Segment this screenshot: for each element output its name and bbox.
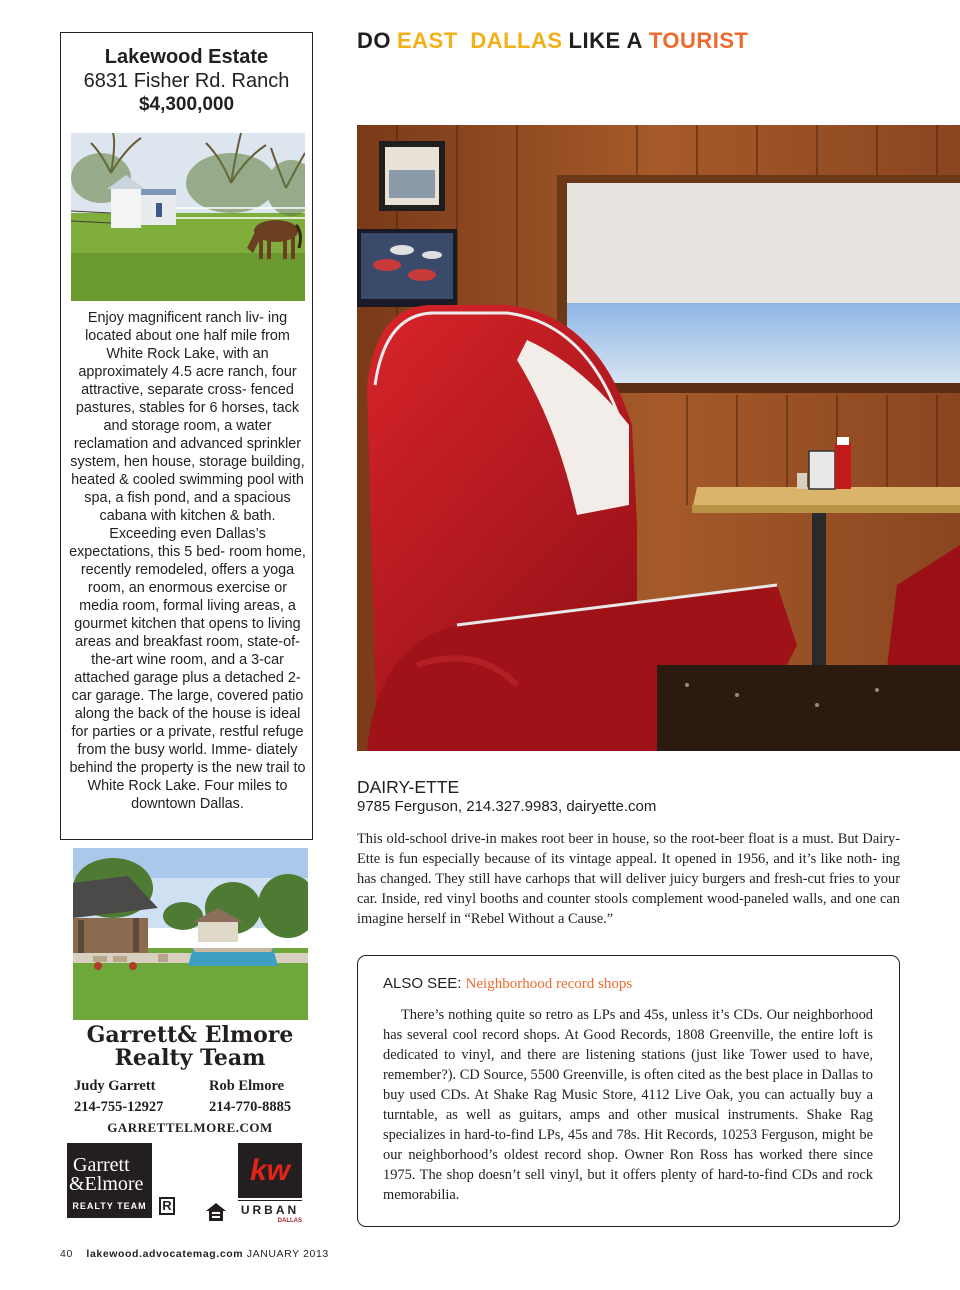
kw-logo: kw [238, 1143, 302, 1198]
also-see-topic: Neighborhood record shops [465, 976, 633, 992]
also-see-box [357, 955, 900, 1227]
headline-word: DO [357, 28, 391, 53]
diner-booth-photo [357, 125, 960, 751]
ad-description: Enjoy magnificent ranch liv- ing located about one half mile from White Rock Lake, with an approximately 4.5 acre ranch, four attractive, separate cross- fenced pastures, stables for 6 horses, tack and storage room, a water reclamation and advanced sprinkler system, hen house, storage building, heated & cooled swimming pool with spa, a fish pond, and a spacious cabana with kitchen & bath. Exceeding even Dallas’s expectations, this 5 bed- room home, recently remodeled, offers a yoga room, an enormous exercise or media room, formal living areas, a gourmet kitchen that opens to living areas and breakfast room, state-of-the-art wine room, and a 3-car attached garage plus a detached 2-car garage. The large, covered patio along the back of the house is ideal for parties or a private, restful refuge from the busy world. Imme- diately behind the property is the new trail to White Rock Lake. Four miles to downtown Dallas. [69, 310, 306, 812]
kw-dallas-label: DALLAS [277, 1218, 302, 1224]
logo-line1: Garrett [73, 1154, 130, 1176]
agent-phone: 214-755-12927 [74, 1099, 164, 1115]
headline-word-dallas: DALLAS [470, 28, 563, 53]
logo-line3: REALTY TEAM [72, 1201, 147, 1211]
realty-name-line2: Realty Team [114, 1045, 266, 1071]
realty-website: GARRETTELMORE.COM [107, 1120, 273, 1135]
equal-housing-icon [205, 1202, 227, 1222]
also-see-label: ALSO SEE: [383, 975, 462, 992]
property-ad [60, 32, 313, 840]
realty-name-line1: Garrett& Elmore [86, 1022, 294, 1048]
ranch-horse-photo [71, 133, 305, 301]
kw-urban-label: URBAN [240, 1203, 300, 1217]
article-body: This old-school drive-in makes root beer in house, so the root-beer float is a must. But Dairy-Ette is fun especially because of its vintage appeal. It opened in 1956, and it’s like noth- ing has changed. They still have carhops that will deliver juicy burgers and fresh-cut fries to your car. Inside, red vinyl booths and counter stools complement wood-paneled walls, and one can imagine herself in “Rebel Without a Cause.” [357, 831, 900, 927]
footer-site: lakewood.advocatemag.com [86, 1248, 244, 1260]
ad-address: 6831 Fisher Rd. Ranch [83, 70, 290, 92]
page-headline [357, 28, 748, 54]
garrett-elmore-logo [67, 1143, 152, 1218]
headline-word: LIKE A [568, 28, 643, 53]
logo-line2: &Elmore [69, 1173, 144, 1195]
page-footer [60, 1248, 329, 1260]
ad-price: $4,300,000 [138, 94, 235, 115]
realtor-icon: R [159, 1197, 175, 1215]
ad-header [61, 45, 312, 117]
agent-phone: 214-770-8885 [209, 1099, 292, 1115]
agent-name: Judy Garrett [74, 1078, 156, 1094]
headline-word-east: EAST [397, 28, 458, 53]
place-details: 9785 Ferguson, 214.327.9983, dairyette.com [357, 798, 657, 815]
headline-word-tourist: TOURIST [648, 28, 749, 53]
agent-name: Rob Elmore [209, 1078, 285, 1094]
realty-team-name [70, 1024, 310, 1070]
page-number: 40 [60, 1248, 73, 1260]
pool-patio-photo [73, 848, 308, 1020]
footer-issue: JANUARY 2013 [246, 1248, 329, 1260]
agent-judy [74, 1076, 163, 1118]
also-see-heading [383, 975, 632, 993]
place-name: DAIRY-ETTE [357, 777, 460, 797]
ad-title: Lakewood Estate [104, 46, 269, 68]
kw-divider [238, 1200, 302, 1201]
agent-rob [209, 1076, 291, 1118]
also-see-body: There’s nothing quite so retro as LPs and 45s, unless it’s CDs. Our neighborhood has several cool record shops. At Good Records, 1808 Greenville, the entire loft is dedicated to vinyl, and there are listening stations (just like Tower used to have, remember?). CD Source, 5500 Greenville, is often cited as the best place in Dallas to buy used CDs. At Shake Rag Music Store, 4112 Live Oak, you can actually buy a turntable, as well as guitars, amps and other musical instruments. Shake Rag specializes in hard-to-find LPs, 45s and 78s. Hit Records, 10253 Ferguson, might be our neighborhood’s oldest record shop. Owner Ron Ross has worked there since 1975. The shop doesn’t sell vinyl, but it offers plenty of hard-to-find CDs and rock memorabilia. [383, 1007, 873, 1203]
